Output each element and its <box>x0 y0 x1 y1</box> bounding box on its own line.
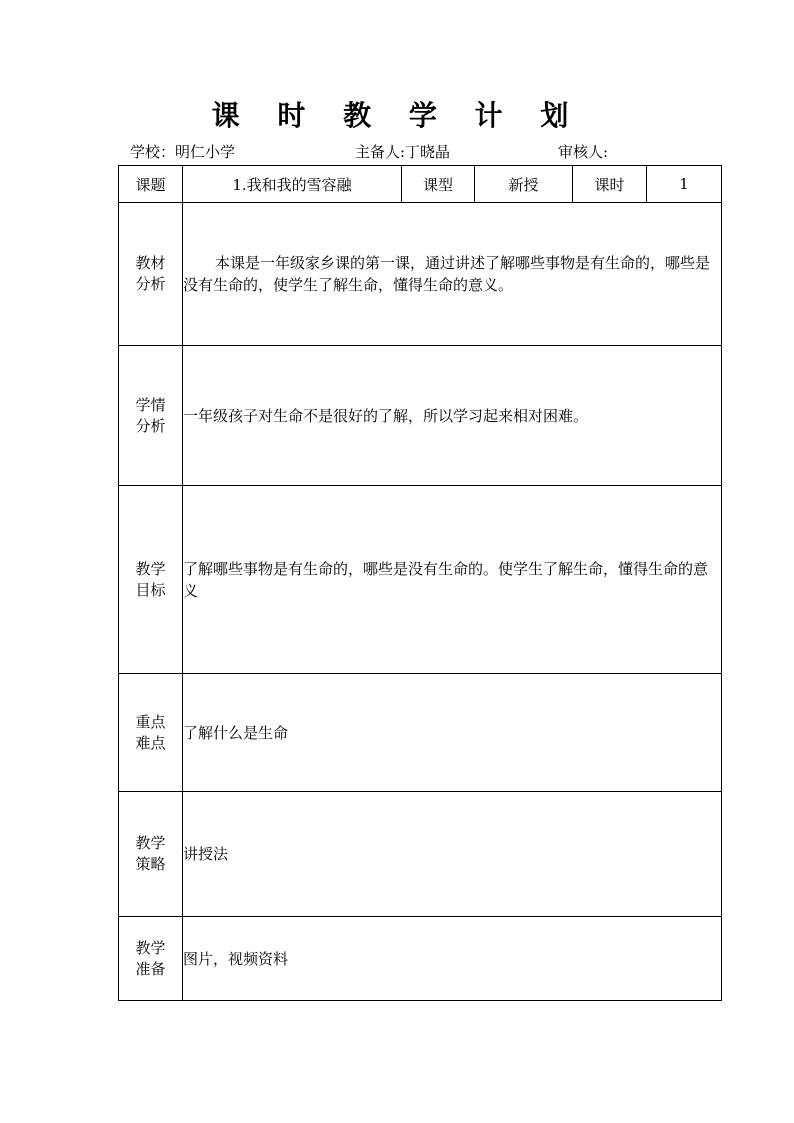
section-label <box>119 917 183 1001</box>
section-row-textbook-analysis <box>119 203 722 346</box>
topic-label: 课题 <box>119 166 183 203</box>
section-label-line1: 教学 <box>135 559 166 578</box>
page-title: 课 时 教 学 计 划 <box>211 99 583 132</box>
type-value: 新授 <box>475 166 573 203</box>
teaching-goals-text: 了解哪些事物是有生命的，哪些是没有生命的。使学生了解生命，懂得生命的意义 <box>183 559 709 600</box>
section-content <box>183 674 722 792</box>
teaching-preparation-text: 图片，视频资料 <box>183 949 289 968</box>
key-difficulties-text: 了解什么是生命 <box>183 723 289 742</box>
textbook-analysis-text: 本课是一年级家乡课的第一课，通过讲述了解哪些事物是有生命的，哪些是没有生命的，使学生了解生命，懂得生命的意义。 <box>183 254 711 294</box>
section-label-line2: 准备 <box>135 959 166 978</box>
reviewer-field: 审核人: <box>558 143 609 161</box>
section-content <box>183 486 722 674</box>
section-content <box>183 792 722 917</box>
section-label-line2: 分析 <box>135 275 166 293</box>
section-row-student-analysis <box>119 346 722 486</box>
school-field: 学校：明仁小学 <box>130 143 236 161</box>
section-row-teaching-preparation <box>119 917 722 1001</box>
section-content <box>183 917 722 1001</box>
section-label <box>119 486 183 674</box>
section-label-line1: 教学 <box>135 938 166 957</box>
section-label <box>119 674 183 792</box>
type-label: 课型 <box>402 166 475 203</box>
section-content <box>183 203 722 346</box>
section-label-line1: 教材 <box>135 254 166 272</box>
topic-value: 1.我和我的雪容融 <box>183 166 402 203</box>
section-content <box>183 346 722 486</box>
student-analysis-text: 一年级孩子对生命不是很好的了解，所以学习起来相对困难。 <box>183 406 589 425</box>
hours-label: 课时 <box>573 166 647 203</box>
section-row-teaching-goals <box>119 486 722 674</box>
teaching-strategy-text: 讲授法 <box>183 845 229 863</box>
hours-value: 1 <box>647 166 722 203</box>
section-label-line1: 学情 <box>135 395 166 414</box>
header-row <box>119 166 722 203</box>
section-label <box>119 346 183 486</box>
section-label-line1: 重点 <box>135 712 166 731</box>
section-label-line2: 分析 <box>135 416 166 435</box>
section-row-teaching-strategy <box>119 792 722 917</box>
section-label-line2: 策略 <box>135 855 166 873</box>
section-row-key-difficulties <box>119 674 722 792</box>
section-label-line1: 教学 <box>135 834 166 852</box>
section-label <box>119 792 183 917</box>
section-label <box>119 203 183 346</box>
section-label-line2: 难点 <box>135 733 166 752</box>
preparer-field: 主备人:丁晓晶 <box>355 143 451 161</box>
lesson-plan-table <box>118 165 722 1001</box>
section-label-line2: 目标 <box>135 580 166 599</box>
